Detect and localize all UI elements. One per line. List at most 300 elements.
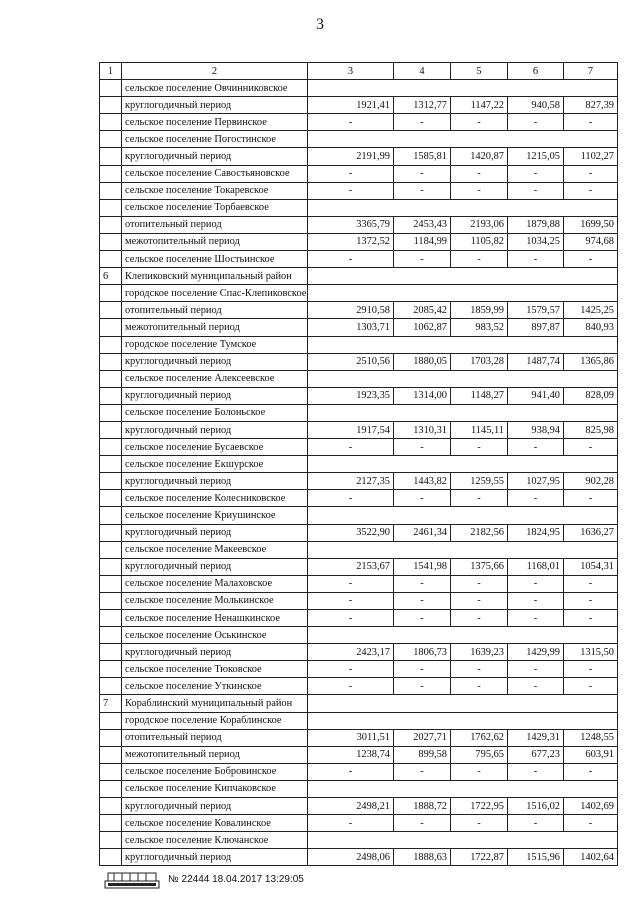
value-cell: 1636,27 bbox=[564, 524, 618, 541]
value-cell: 1880,05 bbox=[394, 353, 451, 370]
value-cell: 1145,11 bbox=[451, 421, 508, 438]
row-number-cell bbox=[100, 763, 122, 780]
value-cell: 2191,99 bbox=[308, 148, 394, 165]
value-cell: - bbox=[451, 592, 508, 609]
value-cell: - bbox=[564, 815, 618, 832]
value-cell: - bbox=[308, 592, 394, 609]
column-header-6: 6 bbox=[508, 63, 564, 80]
value-cell: - bbox=[508, 763, 564, 780]
value-cell: - bbox=[451, 251, 508, 268]
row-number-cell bbox=[100, 541, 122, 558]
row-name-cell: сельское поселение Бобровинское bbox=[122, 763, 308, 780]
value-cell: - bbox=[508, 182, 564, 199]
value-cell: - bbox=[308, 439, 394, 456]
row-number-cell bbox=[100, 387, 122, 404]
table-row bbox=[100, 729, 618, 746]
value-cell: - bbox=[308, 815, 394, 832]
row-name-cell: сельское поселение Криушинское bbox=[122, 507, 308, 524]
table-row bbox=[100, 131, 618, 148]
value-cell: 2193,06 bbox=[451, 216, 508, 233]
row-number-cell bbox=[100, 302, 122, 319]
value-cell: - bbox=[394, 815, 451, 832]
value-cell: - bbox=[308, 575, 394, 592]
value-cell: - bbox=[451, 815, 508, 832]
table-row bbox=[100, 832, 618, 849]
row-name-cell: сельское поселение Овчинниковское bbox=[122, 80, 308, 97]
value-cell: 2461,34 bbox=[394, 524, 451, 541]
value-cell: 2085,42 bbox=[394, 302, 451, 319]
value-cell: 1487,74 bbox=[508, 353, 564, 370]
row-name-cell: межотопительный период bbox=[122, 319, 308, 336]
empty-value-span bbox=[308, 80, 618, 97]
value-cell: - bbox=[508, 661, 564, 678]
empty-value-span bbox=[308, 131, 618, 148]
value-cell: - bbox=[508, 815, 564, 832]
column-header-2: 2 bbox=[122, 63, 308, 80]
row-name-cell: круглогодичный период bbox=[122, 421, 308, 438]
table-row bbox=[100, 798, 618, 815]
table-row bbox=[100, 849, 618, 866]
row-name-cell: сельское поселение Бусаевское bbox=[122, 439, 308, 456]
row-name-cell: городское поселение Спас-Клепиковское bbox=[122, 285, 308, 302]
value-cell: 1027,95 bbox=[508, 473, 564, 490]
row-name-cell: отопительный период bbox=[122, 729, 308, 746]
row-name-cell: городское поселение Кораблинское bbox=[122, 712, 308, 729]
value-cell: 1824,95 bbox=[508, 524, 564, 541]
table-row bbox=[100, 558, 618, 575]
row-number-cell: 6 bbox=[100, 268, 122, 285]
value-cell: 2498,21 bbox=[308, 798, 394, 815]
row-name-cell: круглогодичный период bbox=[122, 558, 308, 575]
row-name-cell: сельское поселение Торбаевское bbox=[122, 199, 308, 216]
value-cell: - bbox=[564, 182, 618, 199]
value-cell: - bbox=[394, 678, 451, 695]
row-name-cell: межотопительный период bbox=[122, 233, 308, 250]
row-name-cell: круглогодичный период bbox=[122, 644, 308, 661]
value-cell: - bbox=[508, 610, 564, 627]
row-name-cell: сельское поселение Екшурское bbox=[122, 456, 308, 473]
value-cell: - bbox=[394, 439, 451, 456]
value-cell: 1062,87 bbox=[394, 319, 451, 336]
row-number-cell bbox=[100, 353, 122, 370]
empty-value-span bbox=[308, 507, 618, 524]
value-cell: 1303,71 bbox=[308, 319, 394, 336]
row-number-cell bbox=[100, 575, 122, 592]
value-cell: 1238,74 bbox=[308, 746, 394, 763]
row-number-cell bbox=[100, 473, 122, 490]
table-row bbox=[100, 592, 618, 609]
value-cell: 1054,31 bbox=[564, 558, 618, 575]
value-cell: 1888,72 bbox=[394, 798, 451, 815]
table-row bbox=[100, 336, 618, 353]
empty-value-span bbox=[308, 780, 618, 797]
value-cell: - bbox=[308, 763, 394, 780]
row-number-cell bbox=[100, 404, 122, 421]
column-header-1: 1 bbox=[100, 63, 122, 80]
value-cell: 1429,31 bbox=[508, 729, 564, 746]
value-cell: 603,91 bbox=[564, 746, 618, 763]
table-row bbox=[100, 490, 618, 507]
row-name-cell: круглогодичный период bbox=[122, 353, 308, 370]
value-cell: - bbox=[564, 114, 618, 131]
row-number-cell bbox=[100, 780, 122, 797]
value-cell: 1314,00 bbox=[394, 387, 451, 404]
value-cell: 1762,62 bbox=[451, 729, 508, 746]
value-cell: - bbox=[308, 251, 394, 268]
value-cell: - bbox=[564, 661, 618, 678]
table-row bbox=[100, 524, 618, 541]
value-cell: - bbox=[394, 592, 451, 609]
table-row bbox=[100, 80, 618, 97]
row-name-cell: круглогодичный период bbox=[122, 148, 308, 165]
value-cell: 1923,35 bbox=[308, 387, 394, 404]
value-cell: - bbox=[508, 592, 564, 609]
footer bbox=[104, 869, 304, 889]
empty-value-span bbox=[308, 370, 618, 387]
value-cell: 3365,79 bbox=[308, 216, 394, 233]
table-row bbox=[100, 815, 618, 832]
table-row bbox=[100, 661, 618, 678]
row-number-cell bbox=[100, 798, 122, 815]
value-cell: - bbox=[308, 114, 394, 131]
column-header-7: 7 bbox=[564, 63, 618, 80]
table-row bbox=[100, 353, 618, 370]
table-row bbox=[100, 695, 618, 712]
table-row bbox=[100, 780, 618, 797]
row-name-cell: круглогодичный период bbox=[122, 97, 308, 114]
row-name-cell: Кораблинский муниципальный район bbox=[122, 695, 308, 712]
value-cell: - bbox=[394, 114, 451, 131]
row-name-cell: сельское поселение Ковалинское bbox=[122, 815, 308, 832]
row-number-cell bbox=[100, 610, 122, 627]
value-cell: 1429,99 bbox=[508, 644, 564, 661]
value-cell: - bbox=[451, 763, 508, 780]
value-cell: 1365,86 bbox=[564, 353, 618, 370]
row-number-cell bbox=[100, 678, 122, 695]
empty-value-span bbox=[308, 627, 618, 644]
row-name-cell: Клепиковский муниципальный район bbox=[122, 268, 308, 285]
value-cell: - bbox=[308, 678, 394, 695]
value-cell: 1579,57 bbox=[508, 302, 564, 319]
empty-value-span bbox=[308, 285, 618, 302]
row-number-cell bbox=[100, 421, 122, 438]
row-number-cell bbox=[100, 832, 122, 849]
row-name-cell: сельское поселение Токаревское bbox=[122, 182, 308, 199]
value-cell: - bbox=[508, 678, 564, 695]
value-cell: 902,28 bbox=[564, 473, 618, 490]
row-name-cell: отопительный период bbox=[122, 302, 308, 319]
value-cell: - bbox=[308, 182, 394, 199]
empty-value-span bbox=[308, 695, 618, 712]
table-row bbox=[100, 165, 618, 182]
value-cell: 974,68 bbox=[564, 233, 618, 250]
value-cell: 677,23 bbox=[508, 746, 564, 763]
row-name-cell: городское поселение Тумское bbox=[122, 336, 308, 353]
table-row bbox=[100, 285, 618, 302]
value-cell: 1102,27 bbox=[564, 148, 618, 165]
value-cell: - bbox=[564, 592, 618, 609]
value-cell: - bbox=[508, 165, 564, 182]
value-cell: 938,94 bbox=[508, 421, 564, 438]
value-cell: - bbox=[508, 251, 564, 268]
column-header-3: 3 bbox=[308, 63, 394, 80]
registration-stamp: № 22444 18.04.2017 13:29:05 bbox=[168, 873, 304, 885]
header-row bbox=[100, 63, 618, 80]
value-cell: 1402,69 bbox=[564, 798, 618, 815]
value-cell: - bbox=[394, 575, 451, 592]
table-row bbox=[100, 746, 618, 763]
table-row bbox=[100, 439, 618, 456]
row-number-cell bbox=[100, 285, 122, 302]
row-name-cell: сельское поселение Ключанское bbox=[122, 832, 308, 849]
row-name-cell: круглогодичный период bbox=[122, 387, 308, 404]
value-cell: 1034,25 bbox=[508, 233, 564, 250]
value-cell: 2453,43 bbox=[394, 216, 451, 233]
table-row bbox=[100, 302, 618, 319]
row-name-cell: круглогодичный период bbox=[122, 524, 308, 541]
page-number: 3 bbox=[316, 16, 324, 33]
row-name-cell: круглогодичный период bbox=[122, 473, 308, 490]
empty-value-span bbox=[308, 832, 618, 849]
value-cell: 1248,55 bbox=[564, 729, 618, 746]
row-number-cell bbox=[100, 251, 122, 268]
row-name-cell: сельское поселение Алексеевское bbox=[122, 370, 308, 387]
value-cell: - bbox=[564, 610, 618, 627]
value-cell: 2510,56 bbox=[308, 353, 394, 370]
value-cell: - bbox=[564, 490, 618, 507]
emblem-logo-icon bbox=[104, 869, 160, 889]
row-number-cell bbox=[100, 524, 122, 541]
value-cell: - bbox=[308, 610, 394, 627]
value-cell: - bbox=[451, 610, 508, 627]
table-body bbox=[100, 80, 618, 866]
table-row bbox=[100, 541, 618, 558]
value-cell: 1879,88 bbox=[508, 216, 564, 233]
value-cell: - bbox=[451, 678, 508, 695]
value-cell: - bbox=[451, 182, 508, 199]
value-cell: 828,09 bbox=[564, 387, 618, 404]
row-number-cell bbox=[100, 80, 122, 97]
value-cell: - bbox=[394, 251, 451, 268]
table-row bbox=[100, 712, 618, 729]
row-name-cell: сельское поселение Молькинское bbox=[122, 592, 308, 609]
row-number-cell bbox=[100, 216, 122, 233]
value-cell: 1375,66 bbox=[451, 558, 508, 575]
value-cell: - bbox=[564, 251, 618, 268]
table-row bbox=[100, 216, 618, 233]
value-cell: 1310,31 bbox=[394, 421, 451, 438]
row-number-cell bbox=[100, 729, 122, 746]
row-number-cell bbox=[100, 558, 122, 575]
value-cell: 983,52 bbox=[451, 319, 508, 336]
table-row bbox=[100, 387, 618, 404]
row-name-cell: сельское поселение Кипчаковское bbox=[122, 780, 308, 797]
table-row bbox=[100, 456, 618, 473]
table-row bbox=[100, 627, 618, 644]
table-row bbox=[100, 507, 618, 524]
table-row bbox=[100, 370, 618, 387]
value-cell: 2182,56 bbox=[451, 524, 508, 541]
value-cell: 827,39 bbox=[564, 97, 618, 114]
empty-value-span bbox=[308, 541, 618, 558]
value-cell: - bbox=[451, 575, 508, 592]
row-name-cell: сельское поселение Погостинское bbox=[122, 131, 308, 148]
value-cell: - bbox=[451, 439, 508, 456]
value-cell: - bbox=[564, 165, 618, 182]
table-row bbox=[100, 199, 618, 216]
value-cell: 2498,06 bbox=[308, 849, 394, 866]
value-cell: 1443,82 bbox=[394, 473, 451, 490]
value-cell: - bbox=[394, 763, 451, 780]
row-number-cell bbox=[100, 370, 122, 387]
row-name-cell: сельское поселение Макеевское bbox=[122, 541, 308, 558]
value-cell: 1917,54 bbox=[308, 421, 394, 438]
row-number-cell bbox=[100, 592, 122, 609]
table-row bbox=[100, 473, 618, 490]
value-cell: 2027,71 bbox=[394, 729, 451, 746]
value-cell: 2910,58 bbox=[308, 302, 394, 319]
row-name-cell: сельское поселение Первинское bbox=[122, 114, 308, 131]
row-number-cell bbox=[100, 319, 122, 336]
value-cell: 1859,99 bbox=[451, 302, 508, 319]
value-cell: 940,58 bbox=[508, 97, 564, 114]
value-cell: - bbox=[451, 661, 508, 678]
value-cell: - bbox=[394, 610, 451, 627]
row-number-cell bbox=[100, 114, 122, 131]
row-number-cell bbox=[100, 815, 122, 832]
value-cell: 795,65 bbox=[451, 746, 508, 763]
table-row bbox=[100, 268, 618, 285]
table-row bbox=[100, 251, 618, 268]
empty-value-span bbox=[308, 199, 618, 216]
value-cell: - bbox=[508, 114, 564, 131]
value-cell: 1402,64 bbox=[564, 849, 618, 866]
value-cell: 825,98 bbox=[564, 421, 618, 438]
row-number-cell bbox=[100, 661, 122, 678]
table-row bbox=[100, 404, 618, 421]
row-name-cell: сельское поселение Колесниковское bbox=[122, 490, 308, 507]
empty-value-span bbox=[308, 456, 618, 473]
row-number-cell bbox=[100, 97, 122, 114]
table-row bbox=[100, 575, 618, 592]
value-cell: 1921,41 bbox=[308, 97, 394, 114]
value-cell: 1259,55 bbox=[451, 473, 508, 490]
value-cell: - bbox=[508, 575, 564, 592]
row-name-cell: межотопительный период bbox=[122, 746, 308, 763]
value-cell: 1148,27 bbox=[451, 387, 508, 404]
value-cell: 2423,17 bbox=[308, 644, 394, 661]
row-number-cell bbox=[100, 148, 122, 165]
value-cell: 1215,05 bbox=[508, 148, 564, 165]
value-cell: - bbox=[308, 490, 394, 507]
table-row bbox=[100, 148, 618, 165]
value-cell: 1888,63 bbox=[394, 849, 451, 866]
row-name-cell: отопительный период bbox=[122, 216, 308, 233]
value-cell: 1516,02 bbox=[508, 798, 564, 815]
value-cell: 1699,50 bbox=[564, 216, 618, 233]
row-number-cell bbox=[100, 849, 122, 866]
value-cell: 1541,98 bbox=[394, 558, 451, 575]
row-number-cell bbox=[100, 644, 122, 661]
table-row bbox=[100, 319, 618, 336]
value-cell: - bbox=[394, 165, 451, 182]
value-cell: - bbox=[451, 114, 508, 131]
value-cell: 1312,77 bbox=[394, 97, 451, 114]
value-cell: - bbox=[508, 439, 564, 456]
value-cell: 3011,51 bbox=[308, 729, 394, 746]
value-cell: - bbox=[451, 165, 508, 182]
row-number-cell: 7 bbox=[100, 695, 122, 712]
value-cell: - bbox=[564, 763, 618, 780]
table-row bbox=[100, 182, 618, 199]
table-row bbox=[100, 610, 618, 627]
empty-value-span bbox=[308, 712, 618, 729]
value-cell: - bbox=[394, 490, 451, 507]
table-row bbox=[100, 678, 618, 695]
column-header-4: 4 bbox=[394, 63, 451, 80]
row-number-cell bbox=[100, 233, 122, 250]
value-cell: 1585,81 bbox=[394, 148, 451, 165]
value-cell: 840,93 bbox=[564, 319, 618, 336]
value-cell: 897,87 bbox=[508, 319, 564, 336]
row-name-cell: сельское поселение Уткинское bbox=[122, 678, 308, 695]
row-number-cell bbox=[100, 746, 122, 763]
row-number-cell bbox=[100, 490, 122, 507]
value-cell: 1425,25 bbox=[564, 302, 618, 319]
value-cell: 1420,87 bbox=[451, 148, 508, 165]
value-cell: 1105,82 bbox=[451, 233, 508, 250]
row-name-cell: сельское поселение Шостьинское bbox=[122, 251, 308, 268]
value-cell: 1806,73 bbox=[394, 644, 451, 661]
value-cell: 1722,95 bbox=[451, 798, 508, 815]
column-header-5: 5 bbox=[451, 63, 508, 80]
row-number-cell bbox=[100, 131, 122, 148]
value-cell: - bbox=[394, 182, 451, 199]
empty-value-span bbox=[308, 268, 618, 285]
row-name-cell: сельское поселение Ненашкинское bbox=[122, 610, 308, 627]
value-cell: 2127,35 bbox=[308, 473, 394, 490]
value-cell: - bbox=[508, 490, 564, 507]
value-cell: 3522,90 bbox=[308, 524, 394, 541]
row-number-cell bbox=[100, 439, 122, 456]
value-cell: - bbox=[564, 678, 618, 695]
value-cell: - bbox=[308, 165, 394, 182]
table-row bbox=[100, 97, 618, 114]
value-cell: 1515,96 bbox=[508, 849, 564, 866]
value-cell: 1722,87 bbox=[451, 849, 508, 866]
value-cell: 1639,23 bbox=[451, 644, 508, 661]
table-row bbox=[100, 763, 618, 780]
row-number-cell bbox=[100, 182, 122, 199]
table-row bbox=[100, 421, 618, 438]
row-name-cell: сельское поселение Малаховское bbox=[122, 575, 308, 592]
value-cell: 1168,01 bbox=[508, 558, 564, 575]
empty-value-span bbox=[308, 336, 618, 353]
row-number-cell bbox=[100, 507, 122, 524]
table-row bbox=[100, 114, 618, 131]
row-number-cell bbox=[100, 336, 122, 353]
row-name-cell: сельское поселение Оськинское bbox=[122, 627, 308, 644]
row-number-cell bbox=[100, 165, 122, 182]
value-cell: 1147,22 bbox=[451, 97, 508, 114]
row-name-cell: круглогодичный период bbox=[122, 798, 308, 815]
value-cell: 1372,52 bbox=[308, 233, 394, 250]
value-cell: - bbox=[308, 661, 394, 678]
value-cell: - bbox=[564, 575, 618, 592]
value-cell: 899,58 bbox=[394, 746, 451, 763]
row-name-cell: круглогодичный период bbox=[122, 849, 308, 866]
row-name-cell: сельское поселение Тюковское bbox=[122, 661, 308, 678]
